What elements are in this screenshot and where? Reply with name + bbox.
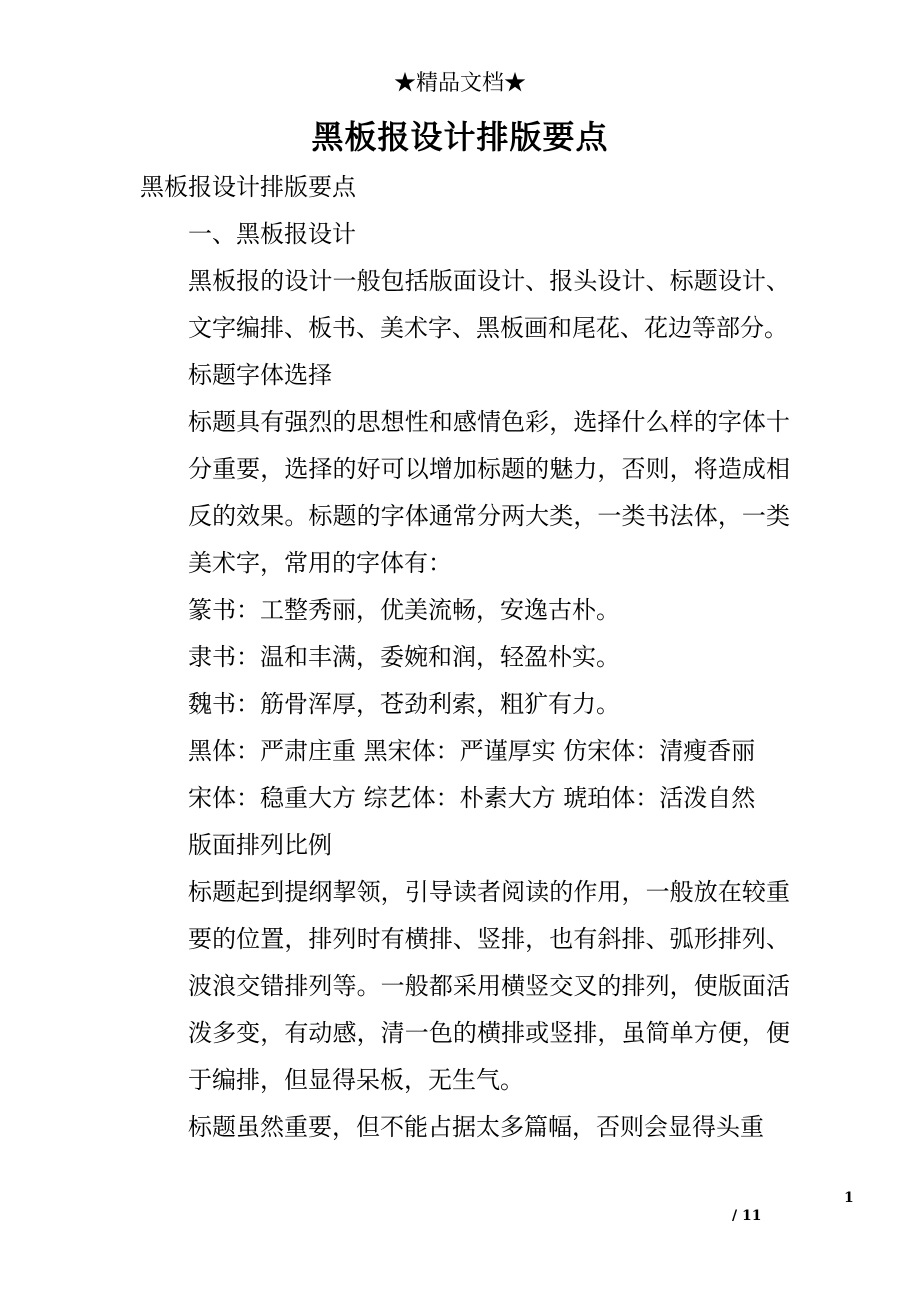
page-number: 1	[844, 1190, 854, 1206]
font-item: 篆书：工整秀丽，优美流畅，安逸古朴。	[188, 596, 620, 624]
font-item: 黑体：严肃庄重 黑宋体：严谨厚实 仿宋体：清瘦香丽	[188, 737, 756, 765]
paragraph: 标题起到提纲挈领，引导读者阅读的作用，一般放在较重要的位置，排列时有横排、竖排，也有斜排、弧形排列、波浪交错排列等。一般都采用横竖交叉的排列，使版面活泼多变，有动感，清一色的横排或竖排，虽简单方便，便于编排，但显得呆板，无生气。	[188, 878, 790, 1094]
document-body	[140, 164, 790, 1151]
font-item: 魏书：筋骨浑厚，苍劲利索，粗犷有力。	[188, 690, 620, 718]
subheading: 标题字体选择	[188, 361, 332, 389]
paragraph-subtitle: 黑板报设计排版要点	[140, 173, 356, 201]
page-total: / 11	[732, 1208, 762, 1224]
subheading: 版面排列比例	[188, 831, 332, 859]
paragraph: 标题具有强烈的思想性和感情色彩，选择什么样的字体十分重要，选择的好可以增加标题的魅力，否则，将造成相反的效果。标题的字体通常分两大类，一类书法体，一类美术字，常用的字体有：	[188, 408, 790, 577]
header-banner: ★精品文档★	[393, 71, 526, 96]
document-title: 黑板报设计排版要点	[311, 118, 609, 156]
font-item: 隶书：温和丰满，委婉和润，轻盈朴实。	[188, 643, 620, 671]
section-heading: 一、黑板报设计	[188, 220, 356, 248]
paragraph: 标题虽然重要，但不能占据太多篇幅，否则会显得头重	[188, 1113, 764, 1141]
font-item: 宋体：稳重大方 综艺体：朴素大方 琥珀体：活泼自然	[188, 784, 756, 812]
paragraph: 黑板报的设计一般包括版面设计、报头设计、标题设计、文字编排、板书、美术字、黑板画和尾花、花边等部分。	[188, 267, 790, 342]
